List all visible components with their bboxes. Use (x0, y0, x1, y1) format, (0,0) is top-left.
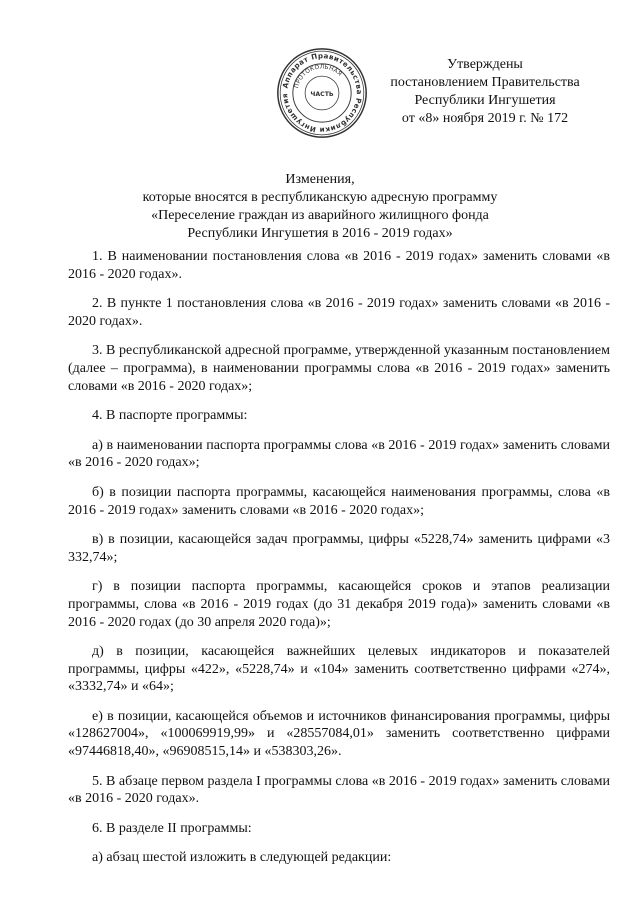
paragraph-4v: в) в позиции, касающейся задач программы, цифры «5228,74» заменить цифрами «3 332,74»; (68, 532, 610, 565)
document-title (30, 171, 610, 243)
svg-text:Аппарат Правительства Республи: Аппарат Правительства Республики Ингушетия (280, 51, 364, 135)
paragraph-6a: а) абзац шестой изложить в следующей редакции: (92, 850, 392, 866)
paragraph-4a: а) в наименовании паспорта программы слова «в 2016 - 2019 годах» заменить словами «в 2016 - 2020 годах»; (68, 437, 610, 471)
title-line-1: Изменения, (285, 172, 355, 187)
approval-line-1: Утверждены (447, 57, 523, 72)
paragraph-6: 6. В разделе II программы: (92, 820, 252, 836)
approval-line-4: от «8» ноября 2019 г. № 172 (401, 111, 569, 126)
paragraph-4b: б) в позиции паспорта программы, касающейся наименования программы, слова «в 2016 - 2019 годах» заменить словами «в 2016 - 2020 годах»; (68, 484, 610, 518)
paragraph-4: 4. В паспорте программы: (92, 408, 248, 424)
approval-block (370, 56, 600, 128)
paragraph-1: 1. В наименовании постановления слова «в 2016 - 2019 годах» заменить словами «в 2016 - 2020 годах». (68, 249, 610, 282)
title-line-3: «Переселение граждан из аварийного жилищного фонда (151, 208, 489, 223)
paragraph-4d: д) в позиции, касающейся важнейших целевых индикаторов и показателей программы, цифры «422», «5228,74» и «104» заменить соответственно цифрами «274», «3332,74» и «64»; (68, 644, 610, 695)
title-line-2: которые вносятся в республиканскую адресную программу (142, 190, 498, 205)
approval-line-2: постановлением Правительства (390, 75, 580, 90)
paragraph-4g: г) в позиции паспорта программы, касающейся сроков и этапов реализации программы, слова «в 2016 - 2019 годах (до 31 декабря 2019 года)» заменить словами «в 2016 - 2020 годах (до 30 апреля 2020 года)»; (68, 579, 610, 630)
paragraph-5: 5. В абзаце первом раздела I программы слова «в 2016 - 2019 годах» заменить словами «в 2016 - 2020 годах». (68, 773, 610, 807)
title-line-4: Республики Ингушетия в 2016 - 2019 годах» (187, 226, 453, 241)
document-body (68, 248, 610, 879)
official-stamp (275, 46, 369, 140)
svg-text:ПРОТОКОЛЬНАЯ: ПРОТОКОЛЬНАЯ (294, 64, 343, 90)
svg-text:ЧАСТЬ: ЧАСТЬ (310, 90, 334, 98)
paragraph-2: 2. В пункте 1 постановления слова «в 2016 - 2019 годах» заменить словами «в 2016 - 2020 годах». (68, 296, 610, 329)
approval-line-3: Республики Ингушетия (414, 93, 556, 108)
paragraph-3: 3. В республиканской адресной программе, утвержденной указанным постановлением (далее – программа), в наименовании программы слова «в 2016 - 2019 годах» заменить словами «в 2016 - 2020 годах»; (68, 343, 610, 394)
paragraph-4e: е) в позиции, касающейся объемов и источников финансирования программы, цифры «128627004», «100069919,99» и «28557084,01» заменить соответственно цифрами «97446818,40», «96908515,14» и «538303,26». (68, 708, 610, 760)
